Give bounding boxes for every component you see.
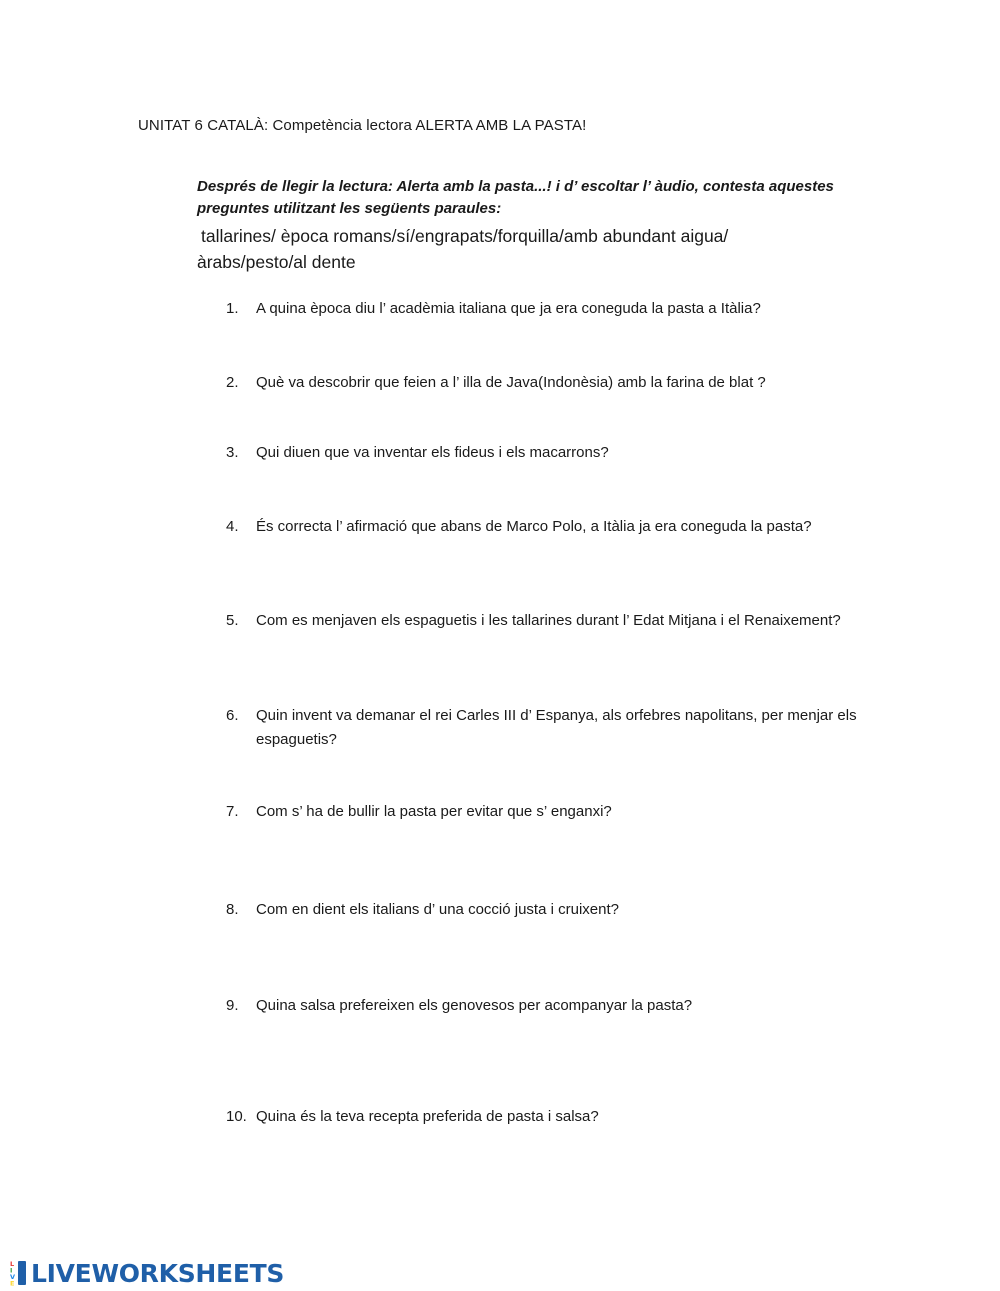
- question-text: Què va descobrir que feien a l’ illa de Java(Indonèsia) amb la farina de blat ?: [256, 374, 766, 391]
- question-number: 4.: [226, 518, 239, 535]
- question-text: Com es menjaven els espaguetis i les tallarines durant l’ Edat Mitjana i el Renaixement?: [256, 612, 841, 629]
- question-item: [226, 704, 866, 752]
- question-number: 8.: [226, 901, 239, 918]
- question-number: 9.: [226, 997, 239, 1014]
- liveworksheets-logo[interactable]: [8, 1259, 284, 1287]
- question-number: 10.: [226, 1108, 247, 1125]
- question-text: És correcta l’ afirmació que abans de Marco Polo, a Itàlia ja era coneguda la pasta?: [256, 518, 812, 535]
- question-text: Com s’ ha de bullir la pasta per evitar que s’ enganxi?: [256, 803, 612, 820]
- svg-text:E: E: [10, 1279, 15, 1286]
- svg-text:I: I: [10, 1266, 13, 1275]
- question-item: [226, 515, 866, 539]
- instructions-text: Després de llegir la lectura: Alerta amb la pasta...! i d’ escoltar l’ àudio, contesta aquestes preguntes utilitzant les següents paraules:: [197, 178, 834, 217]
- word-bank: tallarines/ època romans/sí/engrapats/forquilla/amb abundant aigua/àrabs/pesto/al dente: [197, 226, 729, 272]
- liveworksheets-logo-icon: [8, 1260, 28, 1286]
- question-item: [226, 898, 866, 922]
- question-item: [226, 441, 866, 465]
- question-item: [226, 609, 866, 633]
- question-text: Quina salsa prefereixen els genovesos per acompanyar la pasta?: [256, 997, 693, 1014]
- question-number: 7.: [226, 803, 239, 820]
- question-text: Com en dient els italians d’ una cocció justa i cruixent?: [256, 901, 619, 918]
- question-item: [226, 297, 866, 321]
- question-text: Quina és la teva recepta preferida de pasta i salsa?: [256, 1108, 599, 1125]
- question-text: A quina època diu l’ acadèmia italiana que ja era coneguda la pasta a Itàlia?: [256, 300, 761, 317]
- question-number: 3.: [226, 444, 239, 461]
- question-number: 6.: [226, 707, 239, 724]
- svg-text:V: V: [10, 1273, 16, 1281]
- question-number: 2.: [226, 374, 239, 391]
- logo-wordmark: LIVEWORKSHEETS: [31, 1258, 285, 1288]
- svg-text:L: L: [10, 1260, 15, 1268]
- question-item: [226, 1105, 866, 1129]
- question-item: [226, 800, 866, 824]
- question-item: [226, 994, 866, 1018]
- question-item: [226, 371, 866, 395]
- question-number: 1.: [226, 300, 239, 317]
- question-number: 5.: [226, 612, 239, 629]
- question-text: Quin invent va demanar el rei Carles III d’ Espanya, als orfebres napolitans, per menjar els espaguetis?: [256, 707, 857, 748]
- question-text: Qui diuen que va inventar els fideus i els macarrons?: [256, 444, 609, 461]
- worksheet-title: UNITAT 6 CATALÀ: Competència lectora ALERTA AMB LA PASTA!: [138, 117, 587, 134]
